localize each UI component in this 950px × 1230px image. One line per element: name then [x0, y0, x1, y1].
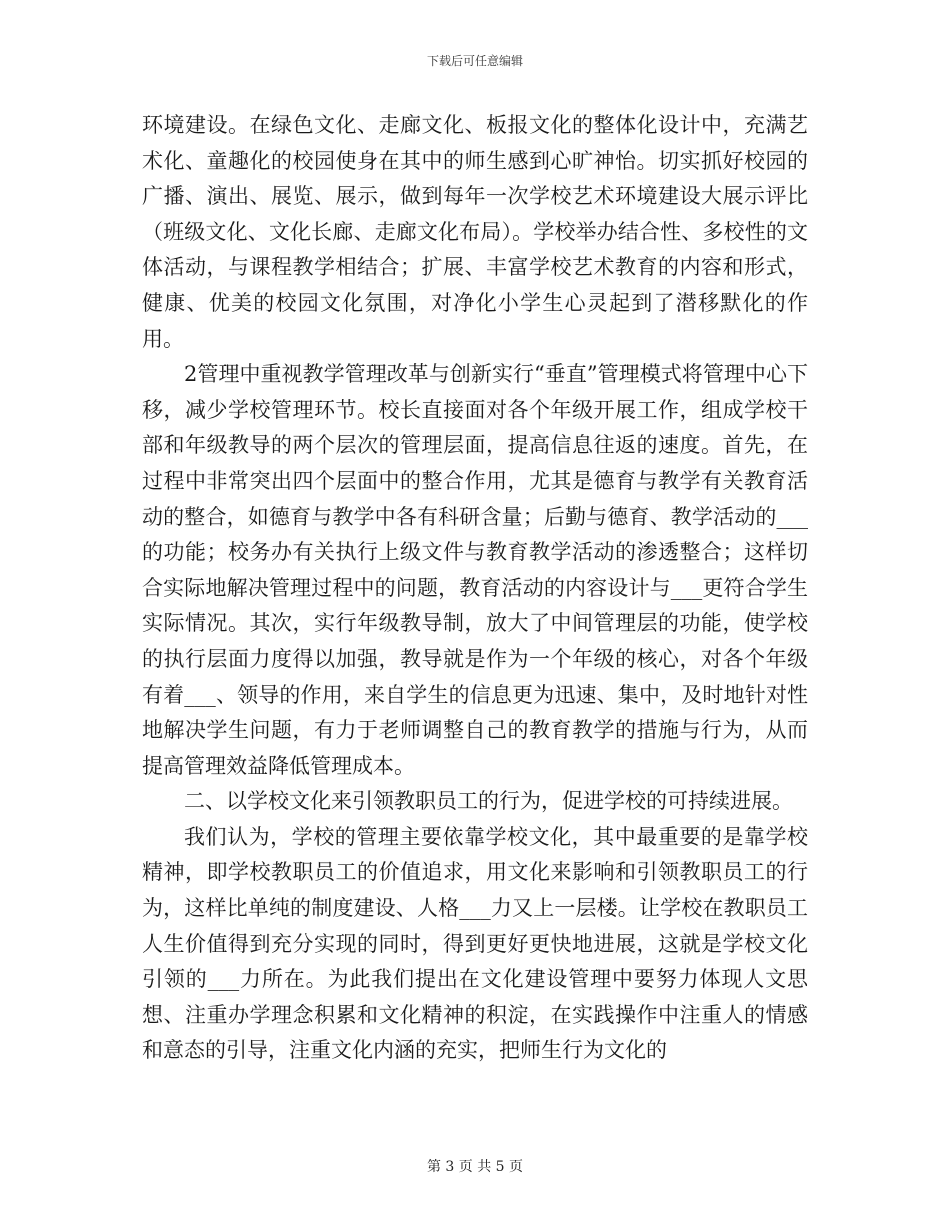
page-number: 第 3 页 共 5 页 — [426, 1159, 524, 1175]
section-heading-school-culture: 二、以学校文化来引领教职员工的行为，促进学校的可持续进展。 — [184, 789, 793, 814]
paragraph-teaching-management: 2管理中重视教学管理改革与创新实行“垂直”管理模式将管理中心下移，减少学校管理环节。校长直接面对各个年级开展工作，组成学校干部和年级教导的两个层次的管理层面，提高信息往返的速度。首先，在过程中非常突出四个层面中的整合作用，尤其是德育与教学有关教育活动的整合，如德育与教学中各有科研含量；后勤与德育、教学活动的___的功能；校务办有关执行上级文件与教育教学活动的渗透整合；这样切合实际地解决管理过程中的问题，教育活动的内容设计与___更符合学生实际情况。其次，实行年级教导制，放大了中间管理层的功能，使学校的执行层面力度得以加强，教导就是作为一个年级的核心，对各个年级有着___、领导的作用，来自学生的信息更为迅速、集中，及时地针对性地解决学生问题，有力于老师调整自己的教育教学的措施与行为，从而提高管理效益降低管理成本。 — [142, 362, 808, 778]
document-body — [142, 108, 808, 1069]
paragraph-school-culture: 我们认为，学校的管理主要依靠学校文化，其中最重要的是靠学校精神，即学校教职员工的价值追求，用文化来影响和引领教职员工的行为，这样比单纯的制度建设、人格___力又上一层楼。让学校在教职员工人生价值得到充分实现的同时，得到更好更快地进展，这就是学校文化引领的___力所在。为此我们提出在文化建设管理中要努力体现人文思想、注重办学理念积累和文化精神的积淀，在实践操作中注重人的情感和意态的引导，注重文化内涵的充实，把师生行为文化的 — [142, 824, 808, 1063]
paragraph-environment-building: 环境建设。在绿色文化、走廊文化、板报文化的整体化设计中，充满艺术化、童趣化的校园使身在其中的师生感到心旷神怡。切实抓好校园的广播、演出、展览、展示，做到每年一次学校艺术环境建设大展示评比（班级文化、文化长廊、走廊文化布局）。学校举办结合性、多校性的文体活动，与课程教学相结合；扩展、丰富学校艺术教育的内容和形式，健康、优美的校园文化氛围，对净化小学生心灵起到了潜移默化的作用。 — [142, 113, 808, 351]
page-header: 下载后可任意编辑 — [426, 54, 523, 68]
